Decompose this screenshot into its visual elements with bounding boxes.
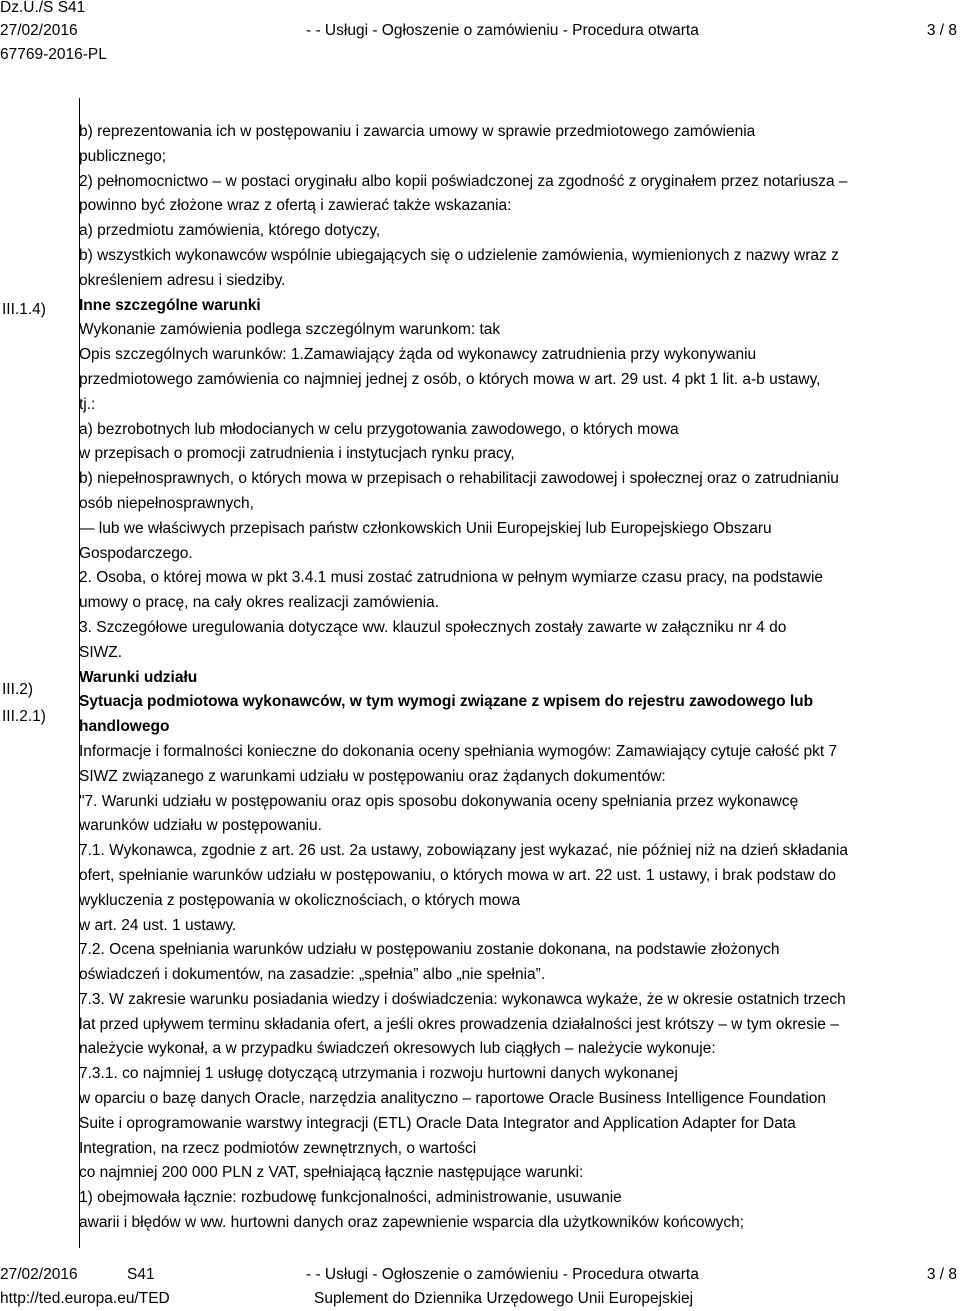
text-line: Gospodarczego. — [79, 544, 193, 562]
section-heading: Warunki udziału — [79, 668, 198, 686]
footer-title: - - Usługi - Ogłoszenie o zamówieniu - Procedura otwarta — [306, 1266, 699, 1283]
footer-page: 3 / 8 — [926, 1266, 957, 1283]
footer-url[interactable]: http://ted.europa.eu/TED — [0, 1290, 170, 1307]
text-line: w przepisach o promocji zatrudnienia i instytucjach rynku pracy, — [79, 445, 515, 463]
page-header — [0, 0, 960, 22]
text-line: przedmiotowego zamówienia co najmniej jednej z osób, o których mowa w art. 29 ust. 4 pkt 1 lit. a-b ustawy, — [79, 370, 821, 388]
text-line: co najmniej 200 000 PLN z VAT, spełniającą łącznie następujące warunki: — [79, 1164, 584, 1182]
page-footer — [0, 1264, 960, 1286]
header-page: 3 / 8 — [926, 22, 957, 39]
subsection-heading: handlowego — [79, 718, 170, 736]
text-line: "7. Warunki udziału w postępowaniu oraz opis sposobu dokonywania oceny spełniania przez wykonawcę — [79, 792, 799, 810]
text-line: SIWZ. — [79, 643, 123, 661]
text-line: należycie wykonał, a w przypadku świadczeń okresowych lub ciągłych – należycie wykonuje: — [79, 1040, 716, 1058]
text-line: SIWZ związanego z warunkami udziału w postępowaniu oraz żądanych dokumentów: — [79, 767, 666, 785]
text-line: powinno być złożone wraz z ofertą i zawierać także wskazania: — [79, 197, 512, 215]
subsection-heading: Sytuacja podmiotowa wykonawców, w tym wymogi związane z wpisem do rejestru zawodowego lub — [79, 693, 814, 711]
text-line: publicznego; — [79, 147, 167, 165]
text-line: 7.2. Ocena spełniania warunków udziału w postępowaniu zostanie dokonana, na podstawie złożonych — [79, 941, 780, 959]
header-date: 27/02/2016 — [0, 22, 78, 39]
text-line: warunków udziału w postępowaniu. — [79, 817, 322, 835]
text-line: Wykonanie zamówienia podlega szczególnym warunkom: tak — [79, 321, 501, 339]
text-line: tj.: — [79, 395, 96, 413]
text-line: a) przedmiotu zamówienia, którego dotyczy, — [79, 222, 381, 240]
page-header-row-3 — [0, 44, 960, 66]
doc-id: 67769-2016-PL — [0, 46, 107, 63]
text-line: określeniem adresu i siedziby. — [79, 271, 286, 289]
text-line: 7.3.1. co najmniej 1 usługę dotyczącą utrzymania i rozwoju hurtowni danych wykonanej — [79, 1065, 678, 1083]
text-line: 7.3. W zakresie warunku posiadania wiedzy i doświadczenia: wykonawca wykaże, że w okresie ostatnich trzech — [79, 990, 846, 1008]
text-line: b) reprezentowania ich w postępowaniu i zawarcia umowy w sprawie przedmiotowego zamówienia — [79, 123, 756, 140]
document-body — [79, 120, 959, 1236]
header-title: - - Usługi - Ogłoszenie o zamówieniu - Procedura otwarta — [306, 22, 699, 39]
text-line: Integration, na rzecz podmiotów zewnętrznych, o wartości — [79, 1139, 477, 1157]
doc-code: Dz.U./S S41 — [0, 0, 86, 16]
text-line: 3. Szczegółowe uregulowania dotyczące ww. klauzul społecznych zostały zawarte w załączniku nr 4 do — [79, 618, 787, 636]
text-line: osób niepełnosprawnych, — [79, 494, 254, 512]
page-footer-row-2 — [0, 1288, 960, 1310]
page-header-row-2 — [0, 20, 960, 42]
text-line: lat przed upływem terminu składania ofert, a jeśli okres prowadzenia działalności jest krótszy – w tym okresie – — [79, 1015, 839, 1033]
section-number: III.2.1) — [2, 708, 46, 725]
text-line: 2. Osoba, o której mowa w pkt 3.4.1 musi zostać zatrudniona w pełnym wymiarze czasu pracy, na podstawie — [79, 569, 824, 587]
text-line: ofert, spełnianie warunków udziału w postępowaniu, o których mowa w art. 22 ust. 1 ustawy, i brak podstaw do — [79, 866, 837, 884]
text-line: Opis szczególnych warunków: 1.Zamawiający żąda od wykonawcy zatrudnienia przy wykonywaniu — [79, 346, 757, 364]
footer-code: S41 — [127, 1266, 155, 1283]
text-line: oświadczeń i dokumentów, na zasadzie: „spełnia” albo „nie spełnia”. — [79, 966, 546, 984]
text-line: — lub we właściwych przepisach państw członkowskich Unii Europejskiej lub Europejskiego Obszaru — [79, 519, 772, 537]
text-line: w art. 24 ust. 1 ustawy. — [79, 916, 237, 934]
footer-supplement: Suplement do Dziennika Urzędowego Unii Europejskiej — [314, 1290, 694, 1307]
text-line: w oparciu o bazę danych Oracle, narzędzia analityczno – raportowe Oracle Business Intelligence Foundation — [79, 1090, 827, 1108]
text-line: b) wszystkich wykonawców wspólnie ubiegających się o udzielenie zamówienia, wymienionych z nazwy wraz z — [79, 246, 839, 264]
text-line: Informacje i formalności konieczne do dokonania oceny spełniania wymogów: Zamawiający cytuje całość pkt 7 — [79, 742, 838, 760]
section-number: III.1.4) — [2, 301, 46, 318]
footer-date: 27/02/2016 — [0, 1266, 78, 1283]
text-line: 7.1. Wykonawca, zgodnie z art. 26 ust. 2a ustawy, zobowiązany jest wykazać, nie później niż na dzień składania — [79, 842, 848, 860]
section-heading: Inne szczególne warunki — [79, 296, 261, 314]
text-line: a) bezrobotnych lub młodocianych w celu przygotowania zawodowego, o których mowa — [79, 420, 679, 438]
text-line: awarii i błędów w ww. hurtowni danych oraz zapewnienie wsparcia dla użytkowników końcowych; — [79, 1214, 745, 1232]
text-line: 2) pełnomocnictwo – w postaci oryginału albo kopii poświadczonej za zgodność z oryginałem przez notariusza – — [79, 172, 848, 190]
text-line: 1) obejmowała łącznie: rozbudowę funkcjonalności, administrowanie, usuwanie — [79, 1189, 622, 1207]
section-number: III.2) — [2, 681, 34, 698]
text-line: umowy o pracę, na cały okres realizacji zamówienia. — [79, 594, 440, 612]
text-line: Suite i oprogramowanie warstwy integracji (ETL) Oracle Data Integrator and Application Adapter for Data — [79, 1114, 796, 1132]
text-line: wykluczenia z postępowania w okolicznościach, o których mowa — [79, 891, 521, 909]
text-line: b) niepełnosprawnych, o których mowa w przepisach o rehabilitacji zawodowej i społecznej oraz o zatrudnianiu — [79, 470, 839, 488]
